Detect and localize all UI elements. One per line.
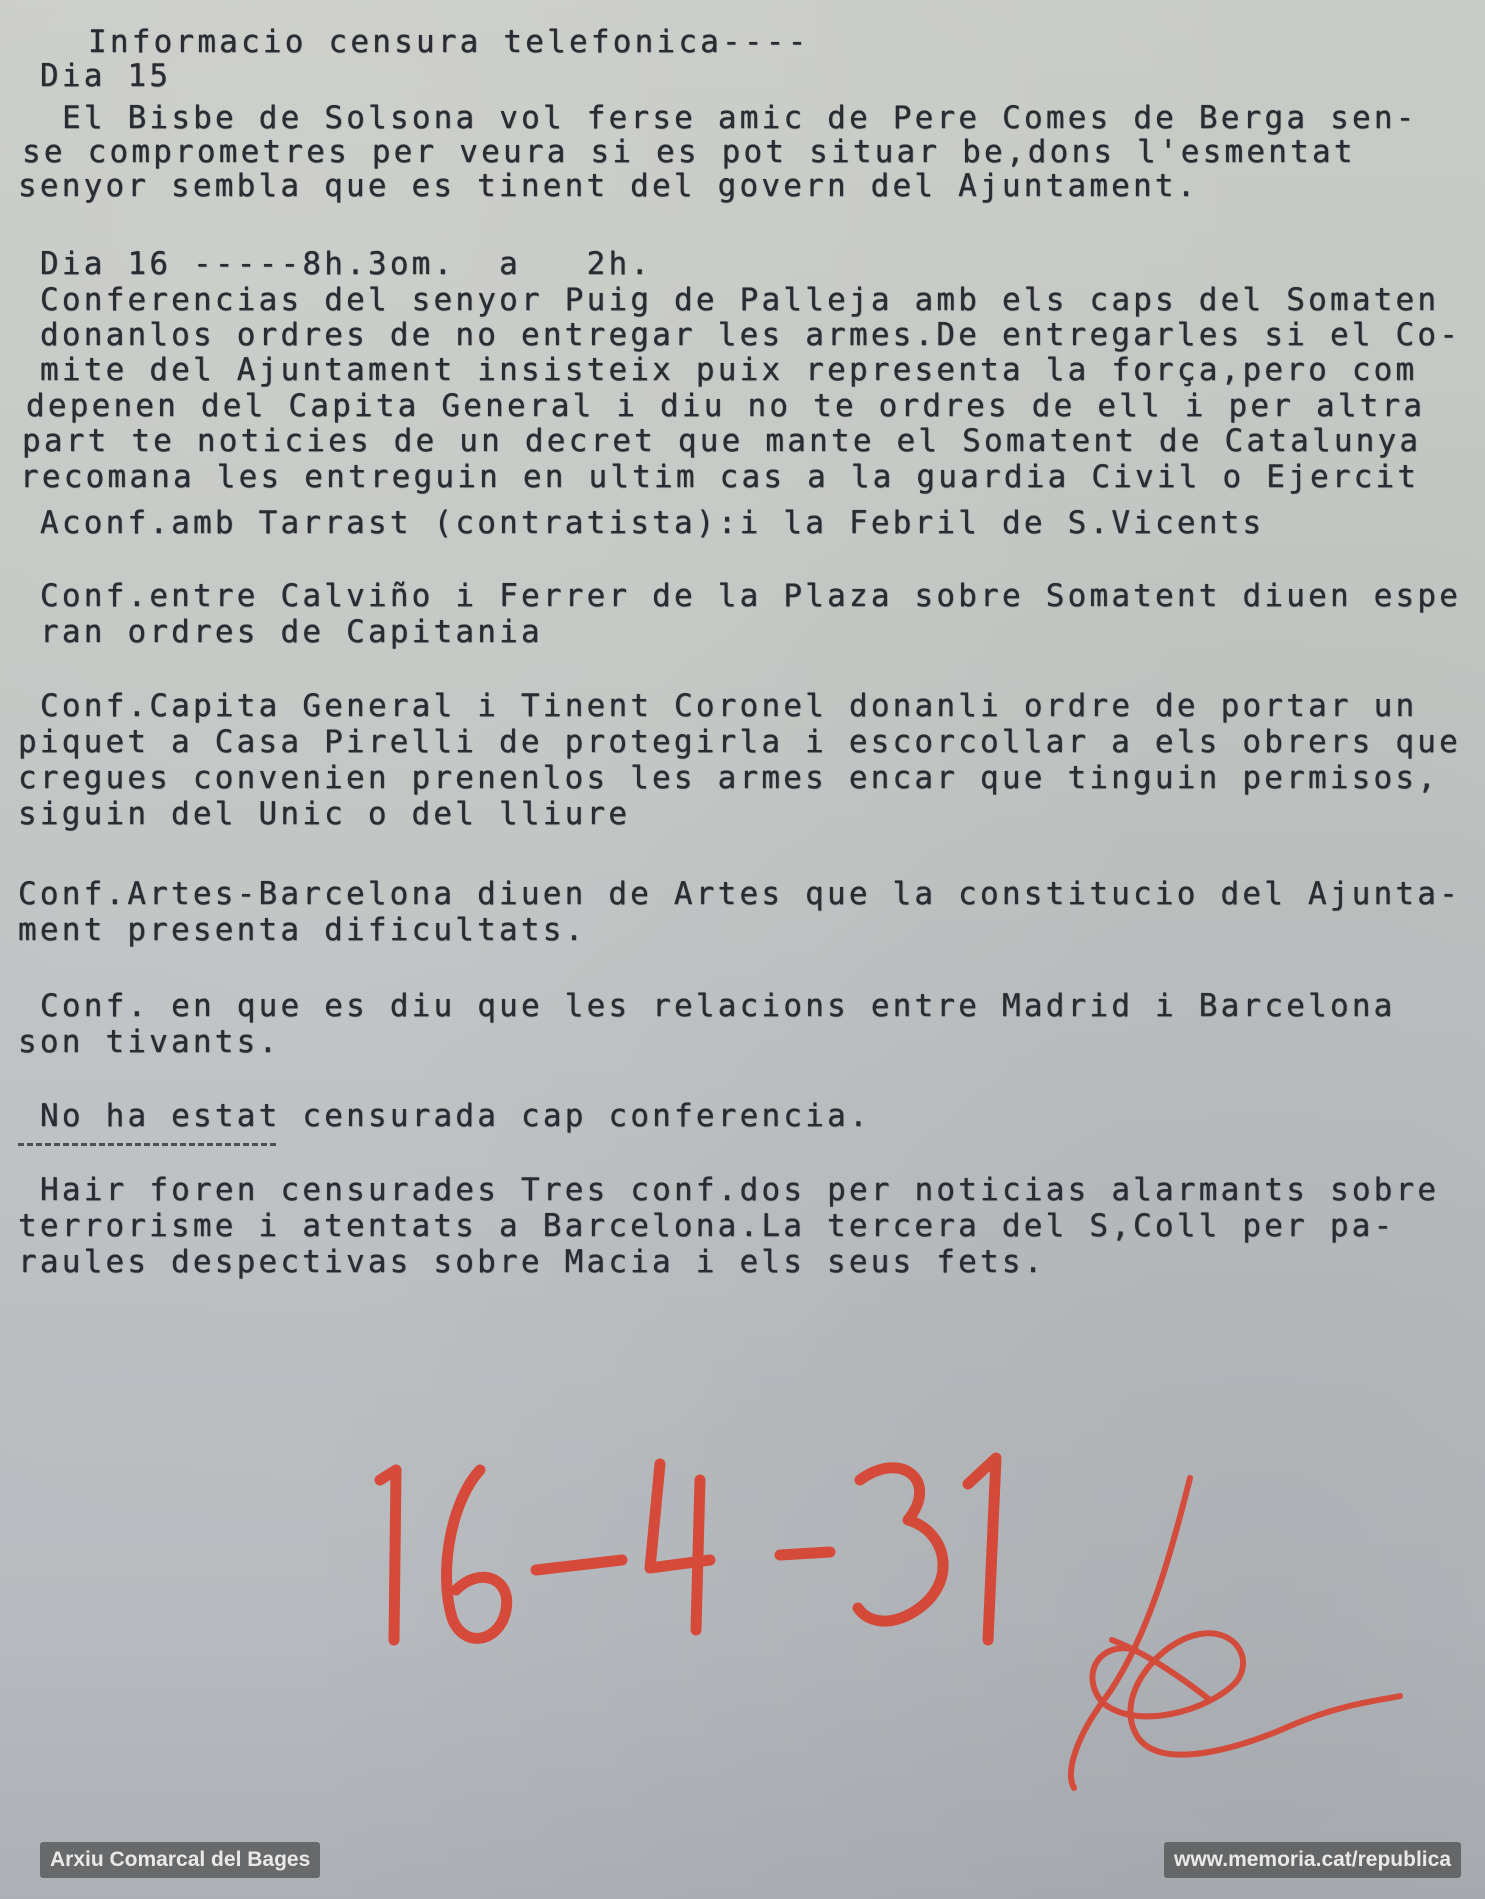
text-line: ran ordres de Capitania: [40, 614, 543, 650]
text-line: Conf.entre Calviño i Ferrer de la Plaza sobre Somatent diuen espe: [40, 578, 1462, 614]
text-line: depenen del Capita General i diu no te ordres de ell i per altra: [26, 388, 1426, 424]
text-line: ment presenta dificultats.: [18, 912, 587, 948]
signature: [1040, 1470, 1420, 1800]
url-watermark: www.memoria.cat/republica: [1164, 1842, 1461, 1878]
text-line: part te noticies de un decret que mante el Somatent de Catalunya: [22, 423, 1422, 459]
text-line: El Bisbe de Solsona vol ferse amic de Pere Comes de Berga sen-: [62, 100, 1418, 136]
text-line: donanlos ordres de no entregar les armes.De entregarles si el Co-: [40, 317, 1462, 353]
archive-watermark: Arxiu Comarcal del Bages: [40, 1842, 320, 1878]
text-line: Hair foren censurades Tres conf.dos per noticias alarmants sobre: [40, 1172, 1440, 1208]
dashed-separator: [18, 1143, 276, 1146]
text-line: senyor sembla que es tinent del govern del Ajuntament.: [18, 168, 1199, 204]
day-15-heading: Dia 15: [40, 58, 172, 94]
text-line: mite del Ajuntament insisteix puix representa la força,pero com: [40, 352, 1418, 388]
text-line: Conf.Artes-Barcelona diuen de Artes que la constitucio del Ajunta-: [18, 876, 1461, 912]
text-line: Conferencias del senyor Puig de Palleja amb els caps del Somaten: [40, 282, 1440, 318]
text-line: son tivants.: [18, 1024, 281, 1060]
text-line: No ha estat censurada cap conferencia.: [40, 1098, 871, 1134]
text-line: siguin del Unic o del lliure: [18, 796, 631, 832]
text-line: recomana les entreguin en ultim cas a la guardia Civil o Ejercit: [20, 459, 1420, 495]
handwritten-date: [360, 1440, 1040, 1650]
text-line: terrorisme i atentats a Barcelona.La tercera del S,Coll per pa-: [18, 1208, 1396, 1244]
text-line: Aconf.amb Tarrast (contratista):i la Febril de S.Vicents: [40, 505, 1265, 541]
text-line: Conf.Capita General i Tinent Coronel donanli ordre de portar un: [40, 688, 1418, 724]
text-line: Conf. en que es diu que les relacions entre Madrid i Barcelona: [40, 988, 1396, 1024]
document-title: Informacio censura telefonica----: [88, 24, 810, 60]
text-line: piquet a Casa Pirelli de protegirla i escorcollar a els obrers que: [18, 724, 1461, 760]
day-16-heading: Dia 16 -----8h.3om. a 2h.: [40, 246, 653, 282]
text-line: raules despectivas sobre Macia i els seus fets.: [18, 1244, 1046, 1280]
text-line: cregues convenien prenenlos les armes encar que tinguin permisos,: [18, 760, 1440, 796]
text-line: se comprometres per veura si es pot situar be,dons l'esmentat: [22, 134, 1356, 170]
